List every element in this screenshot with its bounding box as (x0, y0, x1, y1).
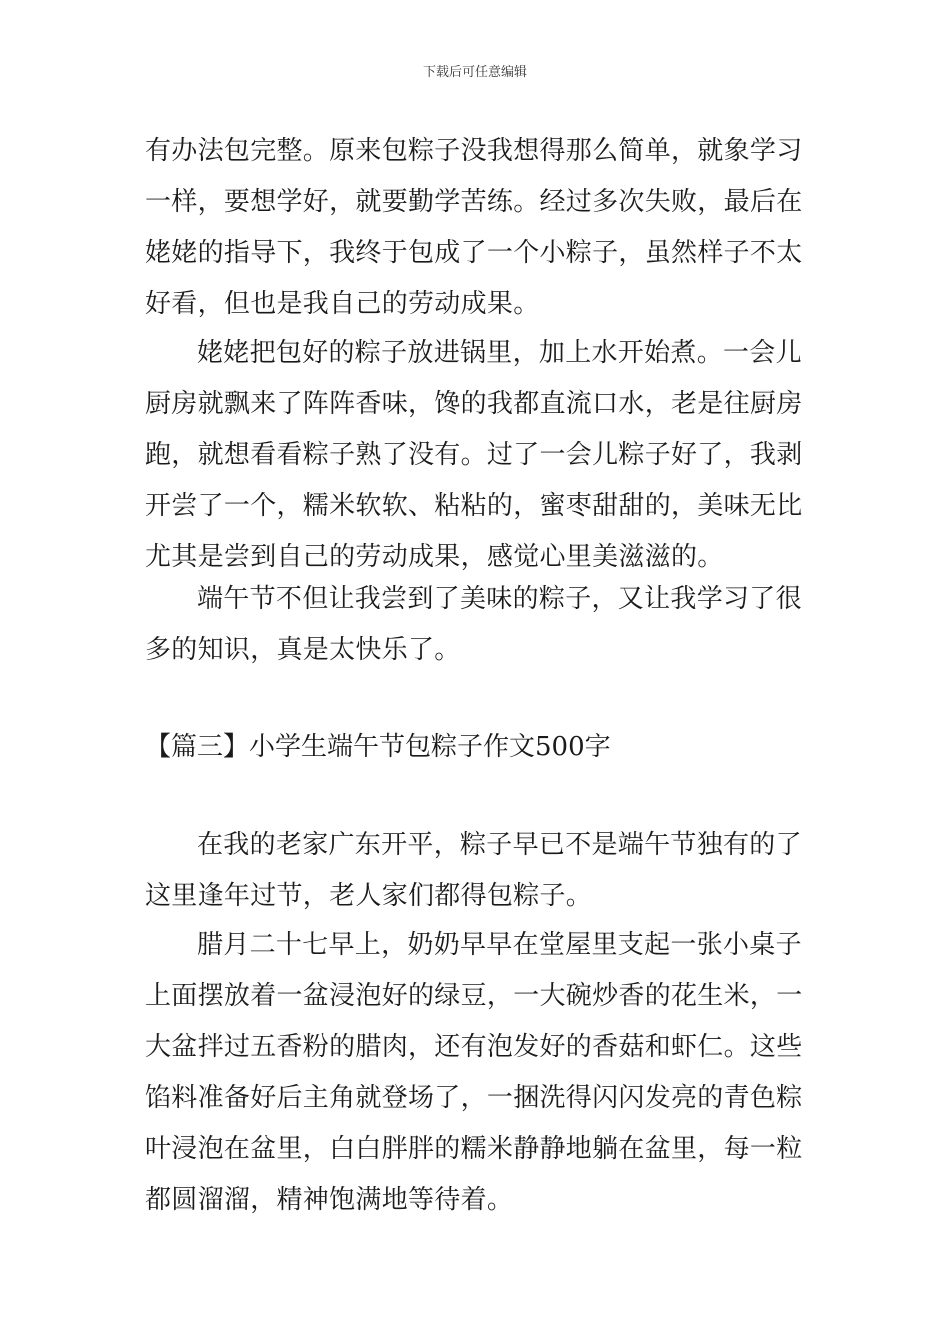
paragraph (145, 574, 810, 676)
text-line: 这里逢年过节，老人家们都得包粽子。 (145, 881, 593, 911)
text-line: 姥姥的指导下，我终于包成了一个小粽子，虽然样子不太 (145, 238, 803, 268)
text-line: 厨房就飘来了阵阵香味，馋的我都直流口水，老是往厨房 (145, 389, 803, 419)
text-line: 有办法包完整。原来包粽子没我想得那么简单，就象学习 (145, 136, 803, 166)
text-line: 叶浸泡在盆里，白白胖胖的糯米静静地躺在盆里，每一粒 (145, 1134, 803, 1164)
paragraph (145, 920, 810, 1226)
paragraph-continuation (145, 126, 810, 330)
text-line: 都圆溜溜，精神饱满地等待着。 (145, 1185, 514, 1215)
text-line: 馅料准备好后主角就登场了，一捆洗得闪闪发亮的青色粽 (145, 1083, 803, 1113)
text-line: 腊月二十七早上，奶奶早早在堂屋里支起一张小桌子 (197, 930, 802, 960)
text-line: 尤其是尝到自己的劳动成果，感觉心里美滋滋的。 (145, 542, 724, 572)
text-line: 好看，但也是我自己的劳动成果。 (145, 289, 540, 319)
text-line: 多的知识，真是太快乐了。 (145, 635, 461, 665)
text-line: 跑，就想看看粽子熟了没有。过了一会儿粽子好了，我剥 (145, 440, 803, 470)
text-line: 一样，要想学好，就要勤学苦练。经过多次失败，最后在 (145, 187, 803, 217)
text-line: 上面摆放着一盆浸泡好的绿豆，一大碗炒香的花生米，一 (145, 981, 803, 1011)
paragraph (145, 328, 810, 583)
section-heading: 【篇三】小学生端午节包粽子作文500字 (145, 732, 611, 762)
text-line: 大盆拌过五香粉的腊肉，还有泡发好的香菇和虾仁。这些 (145, 1032, 803, 1062)
text-line: 在我的老家广东开平，粽子早已不是端午节独有的了 (197, 830, 802, 860)
page-header: 下载后可任意编辑 (422, 65, 527, 80)
paragraph (145, 820, 810, 922)
text-line: 开尝了一个，糯米软软、粘粘的，蜜枣甜甜的，美味无比 (145, 491, 803, 521)
text-line: 端午节不但让我尝到了美味的粽子，又让我学习了很 (197, 584, 802, 614)
text-line: 姥姥把包好的粽子放进锅里，加上水开始煮。一会儿 (197, 338, 802, 368)
